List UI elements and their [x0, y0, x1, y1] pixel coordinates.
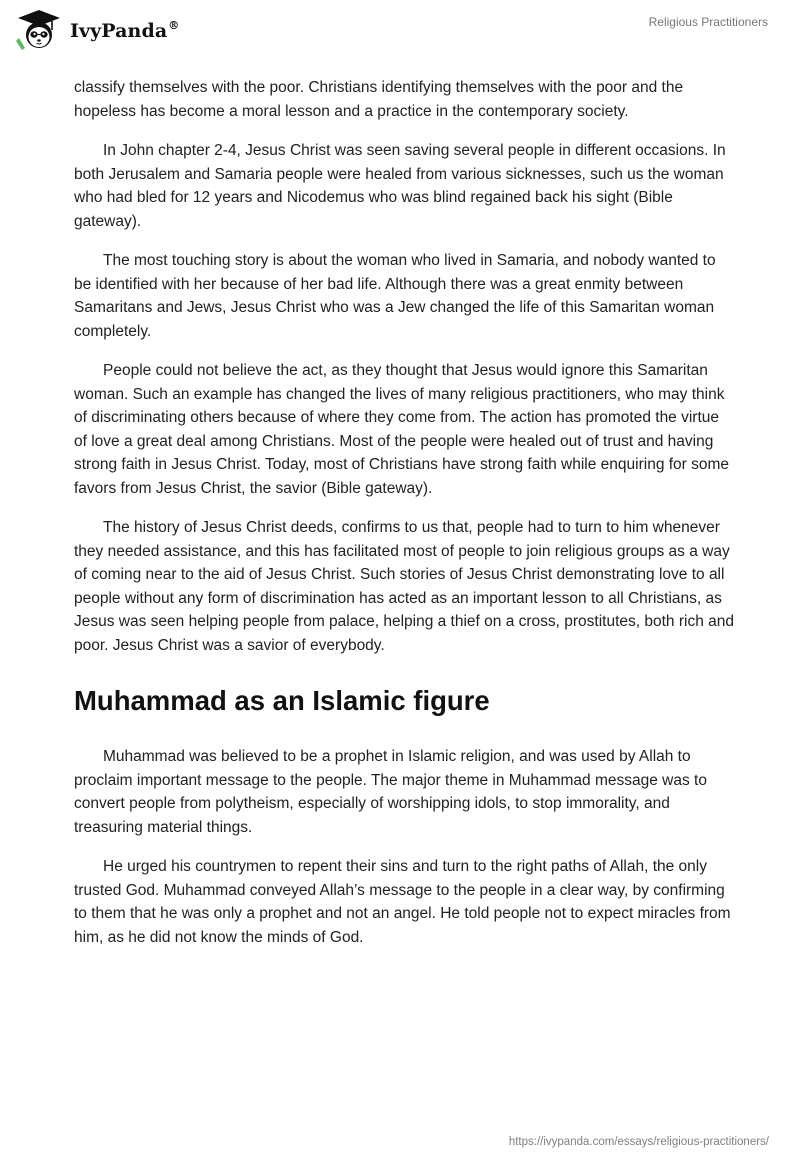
paragraph: Muhammad was believed to be a prophet in Islamic religion, and was used by Allah to proclaim important message to the people. The major theme in Muhammad message was to convert people from polytheism, especially of worshipping idols, to stop immorality, and treasuring material things.: [74, 748, 707, 836]
trademark-symbol: ®: [168, 18, 180, 32]
brand-name: [70, 19, 179, 42]
essay-body: [74, 76, 734, 965]
paragraph: People could not believe the act, as they thought that Jesus would ignore this Samaritan woman. Such an example has changed the lives of many religious practitioners, who may think of discriminating others because of where they come from. The action has promoted the virtue of love a great deal among Christians. Most of the people were healed out of trust and having strong faith in Jesus Christ. Today, most of Christians have strong faith while enquiring for some favors from Jesus Christ, the savior (Bible gateway).: [74, 362, 730, 497]
page-header: [0, 0, 800, 70]
paragraph: In John chapter 2-4, Jesus Christ was seen saving several people in different occasions. In both Jerusalem and Samaria people were healed from various sicknesses, such us the woman who had bled for 12 years and Nicodemus who was blind regained back his sight (Bible gateway).: [74, 142, 726, 230]
section-heading: Muhammad as an Islamic figure: [74, 685, 490, 716]
footer-url[interactable]: https://ivypanda.com/essays/religious-practitioners/: [508, 1136, 769, 1148]
logo-link[interactable]: [16, 8, 179, 52]
brand-text: IvyPanda: [70, 19, 168, 42]
paragraph: classify themselves with the poor. Christians identifying themselves with the poor and the hopeless has become a moral lesson and a practice in the contemporary society.: [74, 79, 684, 120]
panda-graduate-icon: [16, 8, 62, 52]
running-title: Religious Practitioners: [648, 15, 768, 29]
paragraph: He urged his countrymen to repent their sins and turn to the right paths of Allah, the only trusted God. Muhammad conveyed Allah’s message to the people in a clear way, by confirming to them that he was only a prophet and not an angel. He told people not to expect miracles from him, as he did not know the minds of God.: [74, 858, 731, 946]
paragraph: The most touching story is about the woman who lived in Samaria, and nobody wanted to be identified with her because of her bad life. Although there was a great enmity between Samaritans and Jews, Jesus Christ who was a Jew changed the life of this Samaritan woman completely.: [74, 252, 716, 340]
paragraph: The history of Jesus Christ deeds, confirms to us that, people had to turn to him whenever they needed assistance, and this has facilitated most of people to join religious groups as a way of coming near to the aid of Jesus Christ. Such stories of Jesus Christ demonstrating love to all people without any form of discrimination has acted as an important lesson to all Christians, as Jesus was seen helping people from palace, helping a thief on a cross, prostitutes, both rich and poor. Jesus Christ was a savior of everybody.: [74, 519, 735, 654]
